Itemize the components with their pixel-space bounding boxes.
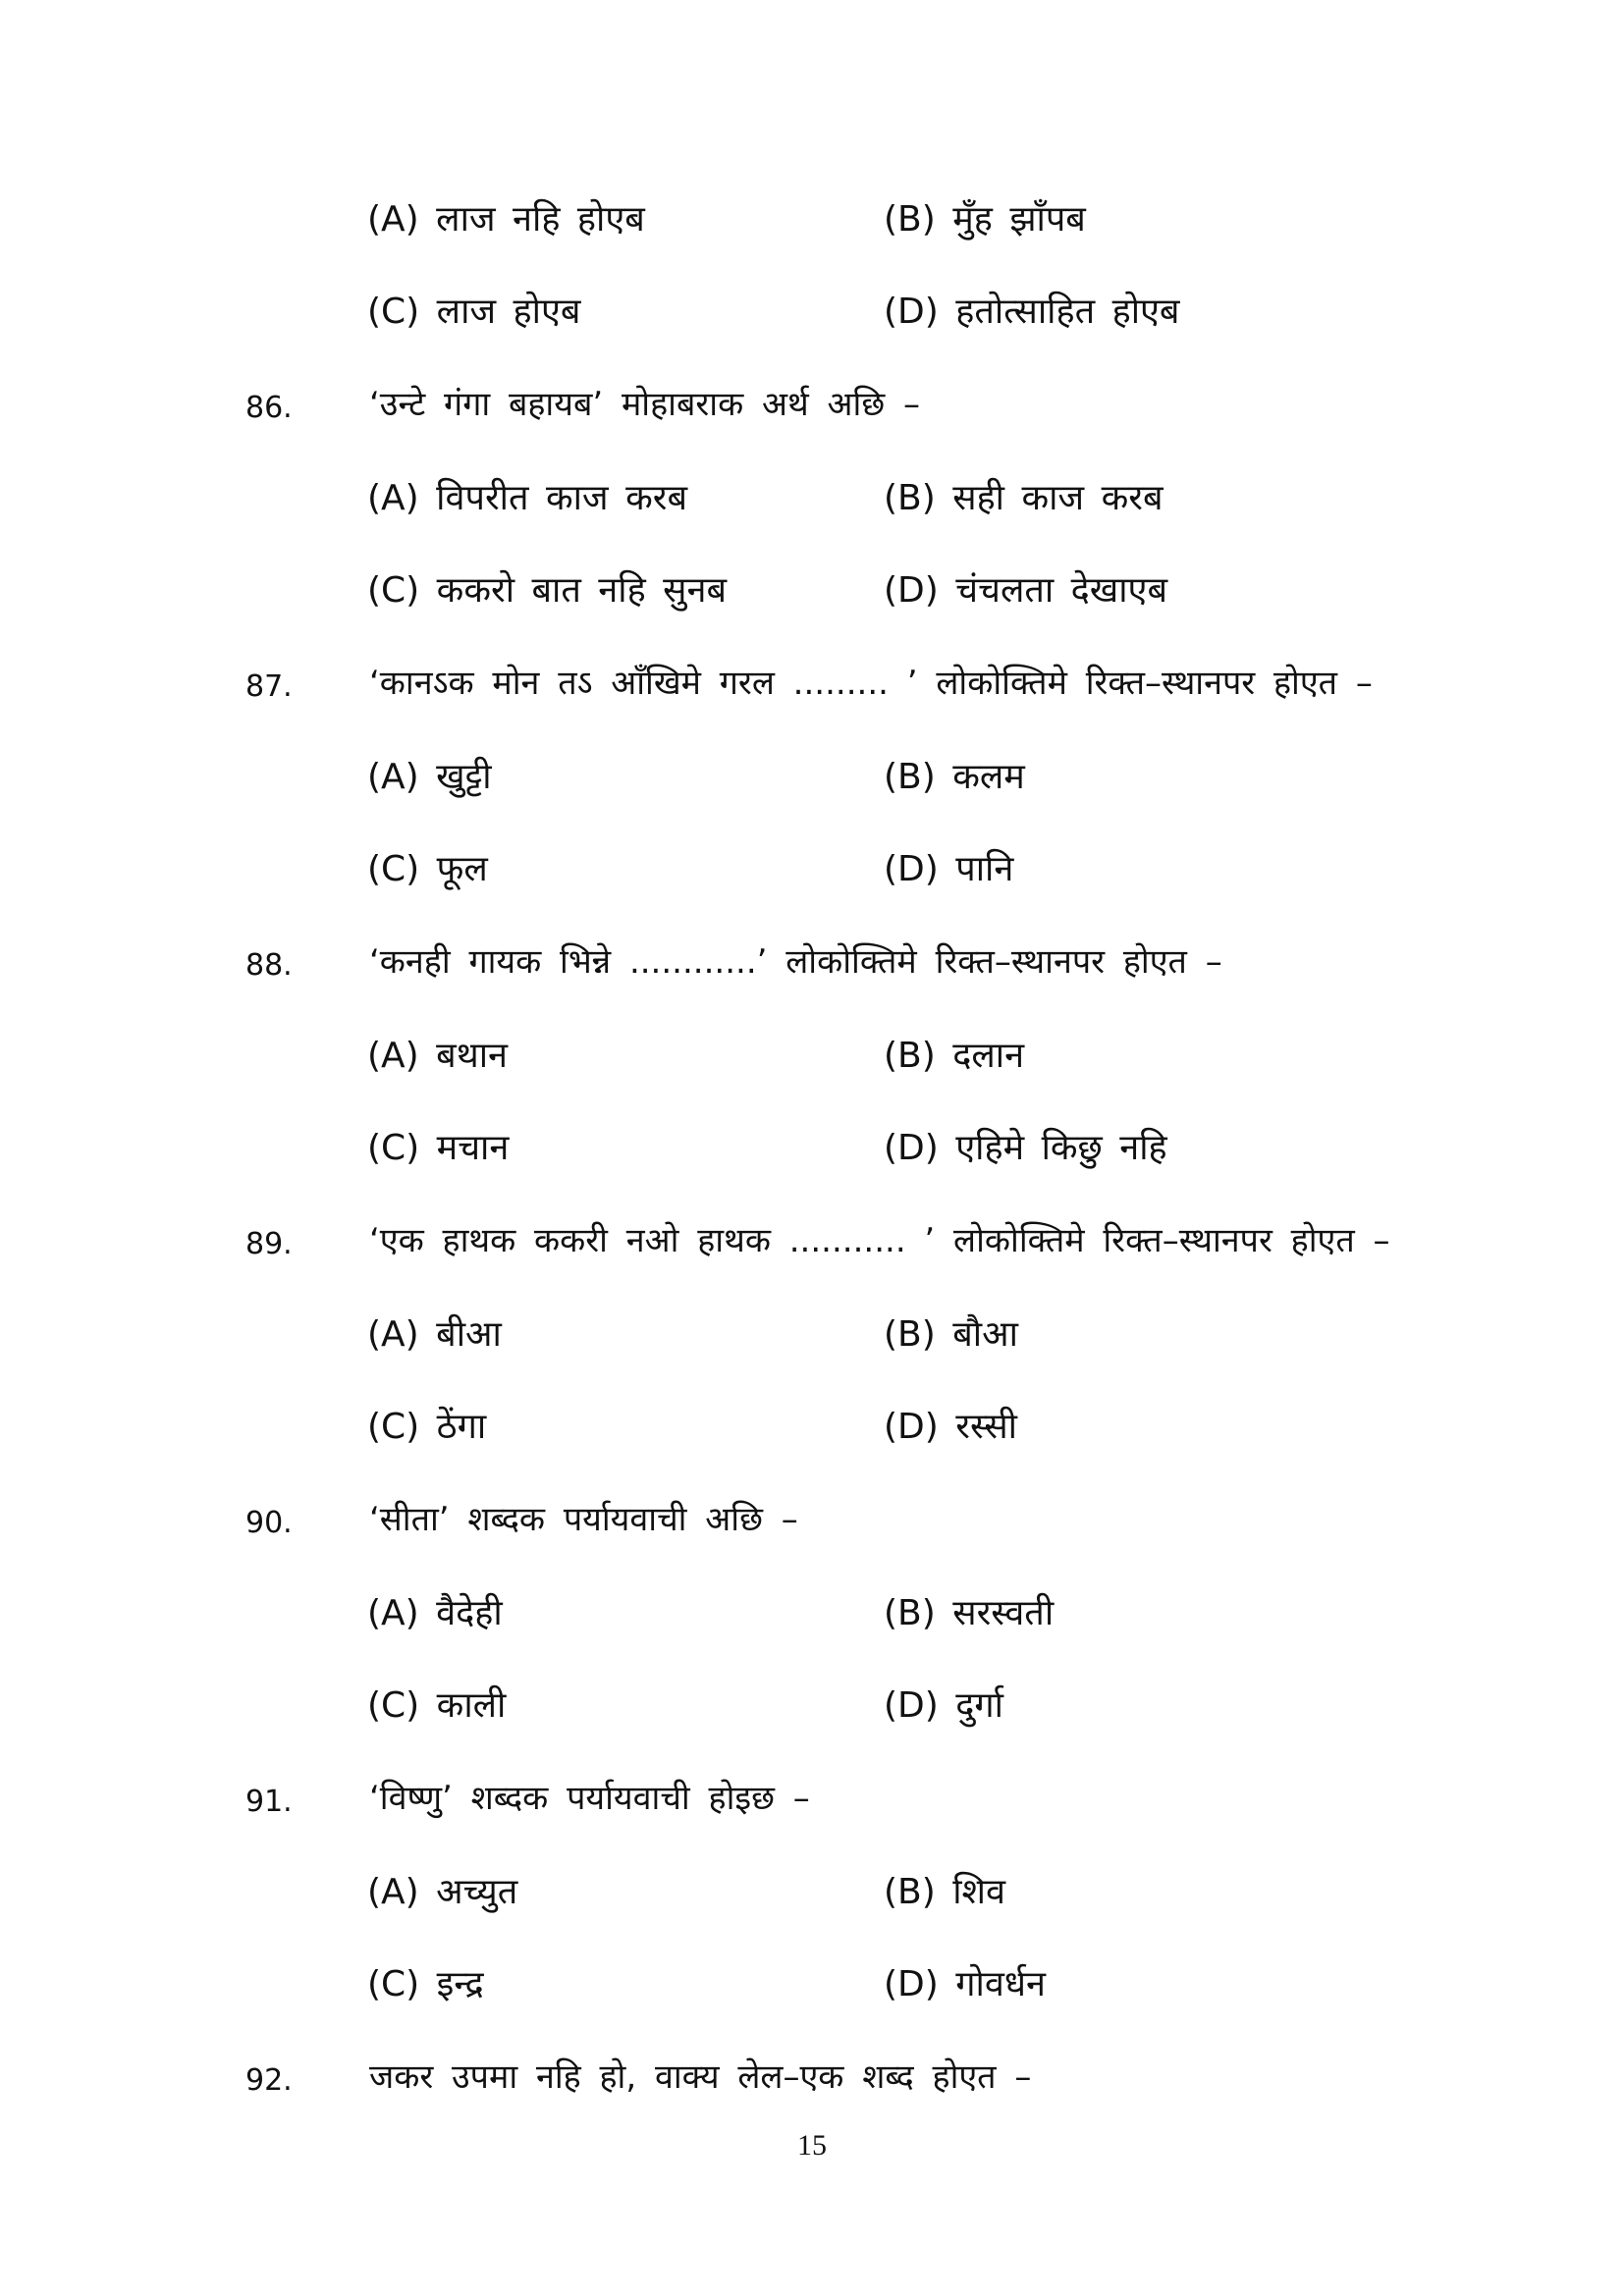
question-87-number: 87. [245, 669, 293, 704]
question-91-number: 91. [245, 1785, 293, 1819]
question-91-text: ‘विष्णु’ शब्दक पर्यायवाची होइछ – [369, 1779, 810, 1818]
question-86-option-b: (B) सही काज करब [884, 478, 1164, 518]
question-91-option-c: (C) इन्द्र [367, 1964, 484, 2004]
question-86-text: ‘उन्टे गंगा बहायब’ मोहाबराक अर्थ अछि – [369, 385, 920, 424]
question-87-text: ‘कानऽक मोन तऽ आँखिमे गरल ......... ’ लोकोक्तिमे रिक्त–स्थानपर होएत – [369, 664, 1373, 703]
question-88-option-b: (B) दलान [884, 1036, 1025, 1076]
question-92-number: 92. [245, 2063, 293, 2098]
continued-option-b: (B) मुँह झाँपब [884, 199, 1086, 240]
continued-option-a: (A) लाज नहि होएब [367, 199, 645, 240]
question-86-number: 86. [245, 391, 293, 425]
question-88-number: 88. [245, 948, 293, 983]
question-89-text: ‘एक हाथक ककरी नओ हाथक ........... ’ लोकोक्तिमे रिक्त–स्थानपर होएत – [369, 1221, 1390, 1260]
question-86-option-c: (C) ककरो बात नहि सुनब [367, 570, 728, 611]
question-92-text: जकर उपमा नहि हो, वाक्य लेल–एक शब्द होएत – [369, 2057, 1032, 2097]
question-90-option-b: (B) सरस्वती [884, 1593, 1055, 1633]
question-88-option-c: (C) मचान [367, 1128, 510, 1168]
question-89-option-b: (B) बौआ [884, 1314, 1018, 1355]
page-number: 15 [797, 2129, 827, 2162]
question-89-option-c: (C) ठेंगा [367, 1407, 487, 1447]
question-90-option-a: (A) वैदेही [367, 1593, 503, 1633]
continued-option-c: (C) लाज होएब [367, 292, 581, 332]
question-87-option-c: (C) फूल [367, 849, 488, 889]
question-87-option-b: (B) कलम [884, 757, 1025, 797]
question-90-option-c: (C) काली [367, 1685, 507, 1726]
question-87-option-a: (A) खुट्टी [367, 757, 492, 797]
question-91-option-a: (A) अच्युत [367, 1872, 518, 1912]
question-88-option-a: (A) बथान [367, 1036, 509, 1076]
question-86-option-d: (D) चंचलता देखाएब [884, 570, 1168, 611]
continued-option-d: (D) हतोत्साहित होएब [884, 292, 1180, 332]
question-89-number: 89. [245, 1227, 293, 1261]
question-91-option-d: (D) गोवर्धन [884, 1964, 1046, 2004]
question-88-option-d: (D) एहिमे किछु नहि [884, 1128, 1167, 1168]
question-88-text: ‘कनही गायक भिन्ने ............’ लोकोक्तिमे रिक्त–स्थानपर होएत – [369, 942, 1222, 982]
question-90-text: ‘सीता’ शब्दक पर्यायवाची अछि – [369, 1500, 798, 1539]
question-90-number: 90. [245, 1506, 293, 1540]
question-90-option-d: (D) दुर्गा [884, 1685, 1003, 1726]
question-91-option-b: (B) शिव [884, 1872, 1006, 1912]
question-87-option-d: (D) पानि [884, 849, 1014, 889]
question-89-option-d: (D) रस्सी [884, 1407, 1018, 1447]
question-86-option-a: (A) विपरीत काज करब [367, 478, 688, 518]
question-89-option-a: (A) बीआ [367, 1314, 502, 1355]
